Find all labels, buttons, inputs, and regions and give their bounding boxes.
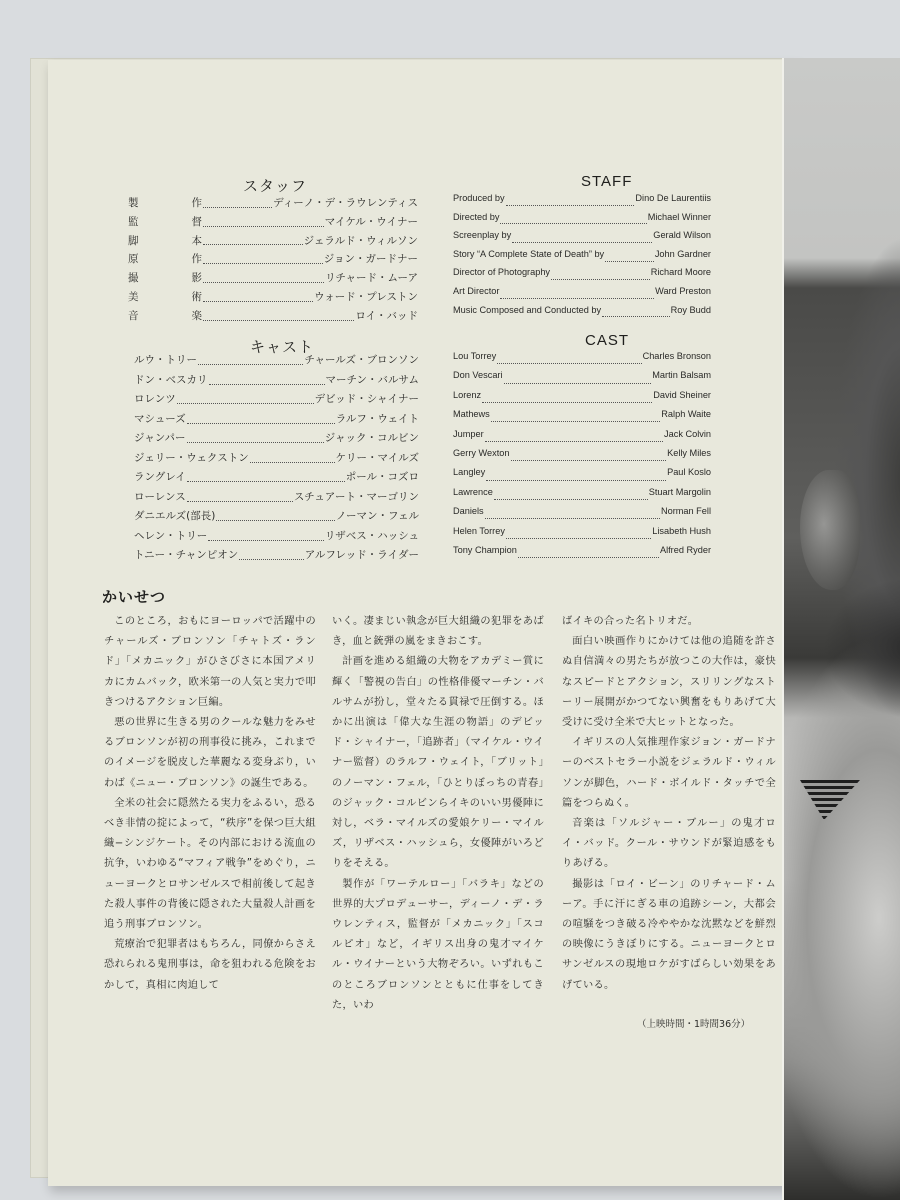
cast-list-jp [134, 352, 419, 567]
staff-row-jp [128, 195, 418, 214]
photo-ear-shape [800, 470, 860, 590]
leader-dots [250, 462, 335, 463]
leader-dots [198, 364, 303, 365]
role-name: ローレンス [134, 490, 186, 503]
staff-role: Music Composed and Conducted by [453, 304, 602, 315]
facing-page-photo [782, 58, 900, 1200]
role-name: ジェリー・ウェクストン [134, 451, 249, 464]
role-char: 音 [128, 309, 139, 322]
paragraph-continued: いく。凄まじい執念が巨大組織の犯罪をあばき，血と銃弾の嵐をまきおこす。 [332, 616, 544, 648]
role-name: Daniels [453, 506, 484, 517]
staff-list-en [453, 193, 711, 323]
commentary-column-1 [104, 612, 316, 996]
role-name: マシューズ [134, 412, 186, 425]
role-char: 督 [191, 215, 202, 228]
actor-name: Martin Balsam [652, 370, 711, 381]
cast-row-jp [134, 489, 419, 509]
role-name: ヘレン・トリー [134, 529, 208, 542]
staff-name: マイケル・ウイナー [324, 215, 418, 228]
staff-row-en [453, 193, 711, 212]
cast-row-en [453, 506, 711, 525]
leader-dots [203, 226, 324, 227]
leader-dots [203, 301, 313, 302]
cast-heading-jp: キャスト [250, 338, 315, 356]
staff-list-jp [128, 195, 418, 327]
paragraph: 計画を進める組織の大物をアカデミー賞に輝く「警視の告白」の性格俳優マーチン・バルサムが扮し，堂々たる貫禄で圧倒する。ほかに出演は「偉大な生涯の物語」のデビッド・シャイナー，「追跡者」（マイケル・ウイナー監督）のラルフ・ウェイト，「ブリット」のノーマン・フェル，「ひとりぼっちの青春」のジャック・コルビンらイキのいい男優陣に対し，ベラ・マイルズの愛娘ケリー・マイルズ，リザベス・ハッシュら，女優陣がいろどりをそえる。 [332, 656, 544, 870]
cast-row-en [453, 370, 711, 389]
role-char: 撮 [128, 272, 139, 285]
staff-role: Directed by [453, 211, 500, 222]
cast-row-jp [134, 547, 419, 567]
cast-row-en [453, 545, 711, 564]
paragraph: イギリスの人気推理作家ジョン・ガードナーのベストセラー小説をジェラルド・ウィルソンが脚色，ハード・ボイルド・タッチで全篇をつらぬく。 [562, 737, 776, 809]
leader-dots [203, 282, 324, 283]
cast-row-en [453, 448, 711, 467]
actor-name: チャールズ・ブロンソン [304, 354, 419, 366]
actor-name: Stuart Margolin [648, 486, 711, 497]
leader-dots [506, 538, 651, 539]
role-name: Don Vescari [453, 370, 503, 381]
role-name: Helen Torrey [453, 525, 505, 536]
actor-name: Charles Bronson [642, 351, 711, 361]
staff-name: ジョン・ガードナー [323, 253, 418, 266]
role-char: 原 [128, 253, 139, 266]
cast-row-jp [134, 391, 419, 411]
leader-dots [551, 279, 650, 280]
leader-dots [506, 205, 635, 206]
staff-row-en [453, 286, 711, 305]
role-name: ルウ・トリー [134, 354, 197, 366]
cast-row-en [453, 390, 711, 409]
actor-name: リザベス・ハッシュ [324, 529, 419, 542]
cast-row-en [453, 526, 711, 545]
actor-name: スチュアート・マーゴリン [293, 490, 419, 503]
staff-role: Director of Photography [453, 267, 551, 278]
actor-name: Lisabeth Hush [652, 525, 711, 536]
actor-name: David Sheiner [653, 389, 711, 400]
staff-role: Produced by [453, 193, 505, 203]
cast-row-en [453, 487, 711, 506]
paragraph-continued: ばイキの合った名トリオだ。 [562, 616, 699, 627]
leader-dots [187, 481, 345, 482]
staff-name: ジェラルド・ウィルソン [303, 234, 418, 247]
staff-name: ロイ・バッド [355, 309, 418, 322]
leader-dots [187, 442, 324, 443]
paragraph: 音楽は「ソルジャー・ブルー」の鬼才ロイ・バッド。クール・サウンドが緊迫感をもりあげる。 [562, 818, 776, 870]
staff-name: John Gardner [654, 248, 711, 259]
leader-dots [602, 316, 670, 317]
role-name: ラングレイ [134, 471, 186, 483]
leader-dots [511, 460, 667, 461]
actor-name: アルフレッド・ライダー [304, 549, 419, 561]
leader-dots [177, 403, 314, 404]
paragraph: 全米の社会に隠然たる実力をふるい，恐るべき非情の掟によって，“秩序”を保つ巨大組織−シンジケート。その内部における流血の抗争，いわゆる“マフィア戦争”をめぐり，ニューヨークとロサンゼルスで相前後して起きた殺人事件の背後に隠された大量殺人計画を追う刑事ブロンソン。 [104, 797, 316, 931]
staff-heading-en: STAFF [581, 173, 633, 190]
role-char: 作 [191, 253, 202, 266]
role-name: Tony Champion [453, 544, 517, 555]
actor-name: ケリー・マイルズ [335, 451, 419, 464]
role-name: Langley [453, 467, 486, 478]
cast-row-en [453, 409, 711, 428]
leader-dots [239, 559, 303, 560]
staff-name: Michael Winner [647, 211, 711, 222]
staff-row-en [453, 230, 711, 249]
role-char: 本 [191, 234, 202, 247]
role-char: 作 [191, 197, 202, 209]
staff-row-en [453, 267, 711, 286]
commentary-column-2 [332, 612, 544, 1016]
cast-row-jp [134, 450, 419, 470]
cast-row-jp [134, 528, 419, 548]
leader-dots [203, 320, 354, 321]
staff-row-en [453, 249, 711, 268]
role-char: 術 [191, 290, 202, 303]
role-char: 影 [191, 272, 202, 285]
role-name: ドン・ベスカリ [134, 373, 208, 386]
actor-name: デビッド・シャイナー [314, 393, 419, 405]
actor-name: ポール・コズロ [345, 471, 419, 483]
staff-name: ウォード・プレストン [314, 290, 418, 303]
leader-dots [518, 557, 659, 558]
leader-dots [512, 242, 652, 243]
leader-dots [491, 421, 661, 422]
actor-name: Jack Colvin [664, 428, 711, 439]
actor-name: Norman Fell [660, 506, 711, 517]
cast-list-en [453, 351, 711, 564]
paragraph: 撮影は「ロイ・ビーン」のリチャード・ムーア。手に汗にぎる車の追跡シーン，大都会の喧騒をつき破る冷ややかな沈黙などを鮮烈の映像にうきぼりにする。ニューヨークとロサンゼルスの現地ロケがすばらしい効果をあげている。 [562, 878, 776, 991]
actor-name: Ralph Waite [661, 409, 711, 420]
staff-row-jp [128, 289, 418, 308]
staff-role: Story “A Complete State of Death” by [453, 248, 605, 259]
actor-name: Paul Koslo [667, 467, 711, 478]
leader-dots [187, 423, 335, 424]
role-name: Gerry Wexton [453, 447, 510, 458]
leader-dots [482, 402, 652, 403]
staff-name: Dino De Laurentiis [635, 193, 711, 203]
cast-row-jp [134, 411, 419, 431]
actor-name: ノーマン・フェル [335, 510, 419, 522]
role-char: 楽 [191, 309, 202, 322]
cast-row-jp [134, 372, 419, 392]
staff-name: Roy Budd [670, 304, 711, 315]
leader-dots [605, 261, 654, 262]
leader-dots [209, 384, 325, 385]
leader-dots [187, 501, 293, 502]
cast-heading-en: CAST [585, 332, 630, 349]
leader-dots [203, 263, 323, 264]
role-char: 製 [128, 197, 139, 209]
staff-row-en [453, 305, 711, 324]
leader-dots [203, 244, 303, 245]
leader-dots [203, 207, 272, 208]
leader-dots [216, 520, 334, 521]
leader-dots [485, 441, 663, 442]
commentary-column-3 [562, 612, 776, 996]
staff-role: Screenplay by [453, 230, 512, 241]
cast-row-jp [134, 352, 419, 372]
actor-name: マーチン・バルサム [325, 373, 419, 386]
staff-row-jp [128, 270, 418, 289]
leader-dots [208, 540, 324, 541]
role-name: ジャンパー [134, 432, 186, 444]
actor-name: Alfred Ryder [659, 544, 711, 555]
staff-role: Art Director [453, 285, 500, 296]
staff-row-jp [128, 233, 418, 252]
role-name: ダニエルズ(部長) [134, 510, 216, 522]
staff-name: Ward Preston [655, 285, 711, 296]
leader-dots [500, 223, 646, 224]
leader-dots [500, 298, 654, 299]
cast-row-jp [134, 469, 419, 489]
paragraph: 悪の世界に生きる男のクールな魅力をみせるブロンソンが初の刑事役に挑み，これまでのイメージを脱皮した華麗なる変身ぶり，いわば《ニュー・ブロンソン》の誕生である。 [104, 717, 316, 789]
staff-row-jp [128, 251, 418, 270]
cast-row-jp [134, 430, 419, 450]
paragraph: 荒療治で犯罪者はもちろん，同僚からさえ恐れられる鬼刑事は，命を狙われる危険をおかして，真相に肉迫して [104, 939, 316, 991]
paragraph: 面白い映画作りにかけては他の追随を許さぬ自信満々の男たちが放つこの大作は，豪快なスピードとアクション，スリリングなストーリー展開がかつてない興奮をもりあげて大受けに受け全米で大ヒットとなった。 [562, 636, 776, 729]
role-name: トニー・チャンピオン [134, 549, 239, 561]
staff-row-jp [128, 214, 418, 233]
actor-name: Kelly Miles [667, 447, 711, 458]
leader-dots [485, 518, 660, 519]
actor-name: ジャック・コルビン [324, 432, 419, 444]
cast-row-en [453, 467, 711, 486]
staff-name: Richard Moore [650, 267, 711, 278]
staff-heading-jp: スタッフ [243, 177, 308, 195]
role-char: 脚 [128, 234, 139, 247]
role-name: Lorenz [453, 389, 482, 400]
role-name: Jumper [453, 428, 484, 439]
staff-name: ディーノ・デ・ラウレンティス [273, 197, 418, 209]
role-name: Lou Torrey [453, 351, 497, 361]
paragraph: このところ，おもにヨーロッパで活躍中のチャールズ・ブロンソン「チャトズ・ランド」「メカニック」がひさびさに本国アメリカにカムバック，欧米第一の人気と実力で叩きつけるアクション巨編。 [104, 616, 316, 708]
role-name: Mathews [453, 409, 490, 420]
role-char: 監 [128, 215, 139, 228]
cast-row-jp [134, 508, 419, 528]
leader-dots [494, 499, 648, 500]
actor-name: ラルフ・ウェイト [335, 412, 419, 425]
runtime-note: （上映時間・1時間36分） [637, 1019, 751, 1030]
staff-row-en [453, 212, 711, 231]
leader-dots [497, 363, 641, 364]
role-name: Lawrence [453, 486, 493, 497]
cast-row-en [453, 429, 711, 448]
cast-row-en [453, 351, 711, 370]
leader-dots [504, 383, 652, 384]
leader-dots [486, 480, 666, 481]
staff-row-jp [128, 308, 418, 327]
staff-name: Gerald Wilson [653, 230, 711, 241]
staff-name: リチャード・ムーア [325, 272, 418, 285]
role-name: ロレンツ [134, 393, 176, 405]
paragraph: 製作が「ワーテルロー」「バラキ」などの世界的大プロデューサー，ディーノ・デ・ラウレンティス，監督が「メカニック」「スコルピオ」など，イギリス出身の鬼才マイケル・ウイナーという大物ぞろい。いずれもこのところブロンソンとともに仕事をしてきた，いわ [332, 878, 544, 1011]
commentary-title: かいせつ [102, 588, 167, 606]
role-char: 美 [128, 290, 139, 303]
